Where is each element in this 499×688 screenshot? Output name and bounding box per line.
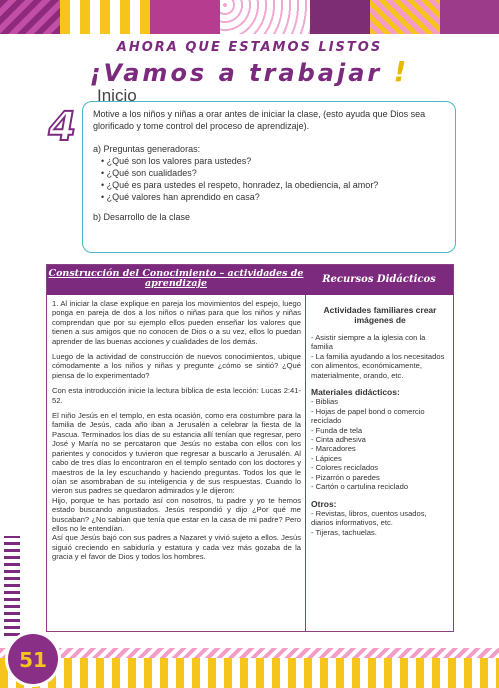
resources-column bbox=[311, 305, 449, 545]
step-number: 4 bbox=[43, 104, 80, 150]
others-list bbox=[311, 509, 449, 537]
column-header-resources: Recursos Didácticos bbox=[322, 274, 436, 285]
list-item: • ¿Qué son cualidades? bbox=[101, 168, 197, 178]
stripe-segment bbox=[0, 0, 60, 34]
questions-list bbox=[93, 155, 445, 203]
paragraph: 1. Al iniciar la clase explique en pareja los movimientos del espejo, luego ponga en pareja de dos a los niños o niñas para que los niños y niñas comprendan que por su ejemplo ellos pueden enseñar los valores que tienen a sus amigos que no conocen de Dios o a su vez, ellos lo puedan aprender de las buenas acciones y cualidades de los demás. bbox=[52, 299, 301, 346]
column-divider bbox=[305, 295, 306, 631]
list-item: • ¿Qué son los valores para ustedes? bbox=[101, 156, 252, 166]
list-item: - Tijeras, tachuelas. bbox=[311, 527, 377, 537]
list-item: - Asistir siempre a la iglesia con la familia bbox=[311, 333, 426, 352]
list-item: - Funda de tela bbox=[311, 425, 363, 435]
list-item: - Hojas de papel bond o comercio reciclado bbox=[311, 406, 425, 426]
page-title bbox=[0, 55, 499, 88]
paragraph: El niño Jesús en el templo, en esta ocasión, como era costumbre para la familia de Jesús, cada año iban a Jerusalén a celebrar la fiesta de la Pascua. Terminados los días de su estancia allí tenían que regresar, pero José y María no se percataron que Jesús no estaba con ellos con los parientes y conocidos y tuvieron que regresar a buscarlo a Jerusalén. Al cabo de tres días lo encontraron en el templo sentado con los doctores y maestros de la ley escuchando y haciendo preguntas. Todos los que le oían se asombraban de su inteligencia y de sus respuestas. Cuando lo vieron sus padres se quedaron admirados y le dijeron: bbox=[52, 411, 301, 496]
stripe-segment bbox=[150, 0, 220, 34]
stripe-segment bbox=[370, 0, 440, 34]
column-header-knowledge: Construcción del Conocimiento – actividades de aprendizaje bbox=[48, 268, 304, 289]
knowledge-column bbox=[52, 299, 301, 568]
stripe-segment bbox=[60, 0, 150, 34]
top-decorative-stripe bbox=[0, 0, 499, 34]
list-item: - Colores reciclados bbox=[311, 463, 379, 473]
pre-title: AHORA QUE ESTAMOS LISTOS bbox=[116, 40, 383, 55]
bottom-decorative-stripe bbox=[0, 658, 499, 688]
materials-list bbox=[311, 397, 449, 491]
list-item: - Cartón o cartulina reciclado bbox=[311, 482, 409, 492]
activities-table bbox=[46, 264, 454, 632]
list-item: - Revistas, libros, cuentos usados, diarios informativos, etc. bbox=[311, 508, 427, 528]
title-exclamation: ! bbox=[393, 55, 410, 88]
paragraph: Hijo, porque te has portado así con nosotros, tu padre y yo te hemos estado buscando angustiados. Jesús respondió y dijo ¿Por qué me buscaban? ¿No sabían que tenía que estar en la casa de mi padre? Pero ellos no le entendían. bbox=[52, 495, 301, 533]
section-label: Inicio bbox=[97, 86, 137, 105]
others-heading: Otros: bbox=[311, 498, 337, 509]
paragraph: Luego de la actividad de construcción de nuevos conocimientos, ubique cómodamente a los niños y niñas y pregunte ¿cómo se sintió? ¿Qué piensa de lo experimentado? bbox=[52, 352, 301, 380]
paragraph: Con esta introducción inicie la lectura bíblica de esta lección: Lucas 2:41-52. bbox=[52, 386, 301, 405]
table-header bbox=[47, 265, 453, 295]
page-title-text: ¡Vamos a trabajar bbox=[89, 59, 383, 87]
list-item: • ¿Qué valores han aprendido en casa? bbox=[101, 192, 260, 202]
list-item: - Cinta adhesiva bbox=[311, 435, 366, 445]
stripe-segment bbox=[440, 0, 499, 34]
questions-heading: a) Preguntas generadoras: bbox=[93, 144, 201, 154]
development-label: b) Desarrollo de la clase bbox=[93, 212, 191, 222]
list-item: - Lápices bbox=[311, 453, 342, 463]
intro-text: Motive a los niños y niñas a orar antes de iniciar la clase, (esto ayuda que Dios sea glorificado y tome control del proceso de aprendizaje). bbox=[93, 109, 426, 131]
stripe-segment bbox=[220, 0, 310, 34]
resources-title: Actividades familiares crear imágenes de bbox=[323, 305, 437, 325]
page-number: 51 bbox=[19, 648, 47, 672]
paragraph: Así que Jesús bajó con sus padres a Nazaret y vivió sujeto a ellos. Jesús siguió creciendo en sabiduría y estatura y cada vez más gozaba de la gracia y el favor de Dios y todos los hombres. bbox=[52, 533, 301, 562]
list-item: • ¿Qué es para ustedes el respeto, honradez, la obediencia, al amor? bbox=[101, 180, 379, 190]
materials-heading: Materiales didácticos: bbox=[311, 387, 400, 398]
activities-list bbox=[311, 333, 449, 380]
bottom-decorative-stripe bbox=[0, 648, 499, 658]
list-item: - La familia ayudando a los necesitados con alimentos, económicamente, materialmente, orando, etc. bbox=[311, 351, 445, 380]
stripe-segment bbox=[310, 0, 370, 34]
decorative-zigzag bbox=[4, 536, 20, 636]
list-item: - Pizarrón o paredes bbox=[311, 472, 380, 482]
intro-box bbox=[82, 101, 456, 253]
list-item: - Biblias bbox=[311, 397, 339, 407]
list-item: - Marcadores bbox=[311, 444, 356, 454]
